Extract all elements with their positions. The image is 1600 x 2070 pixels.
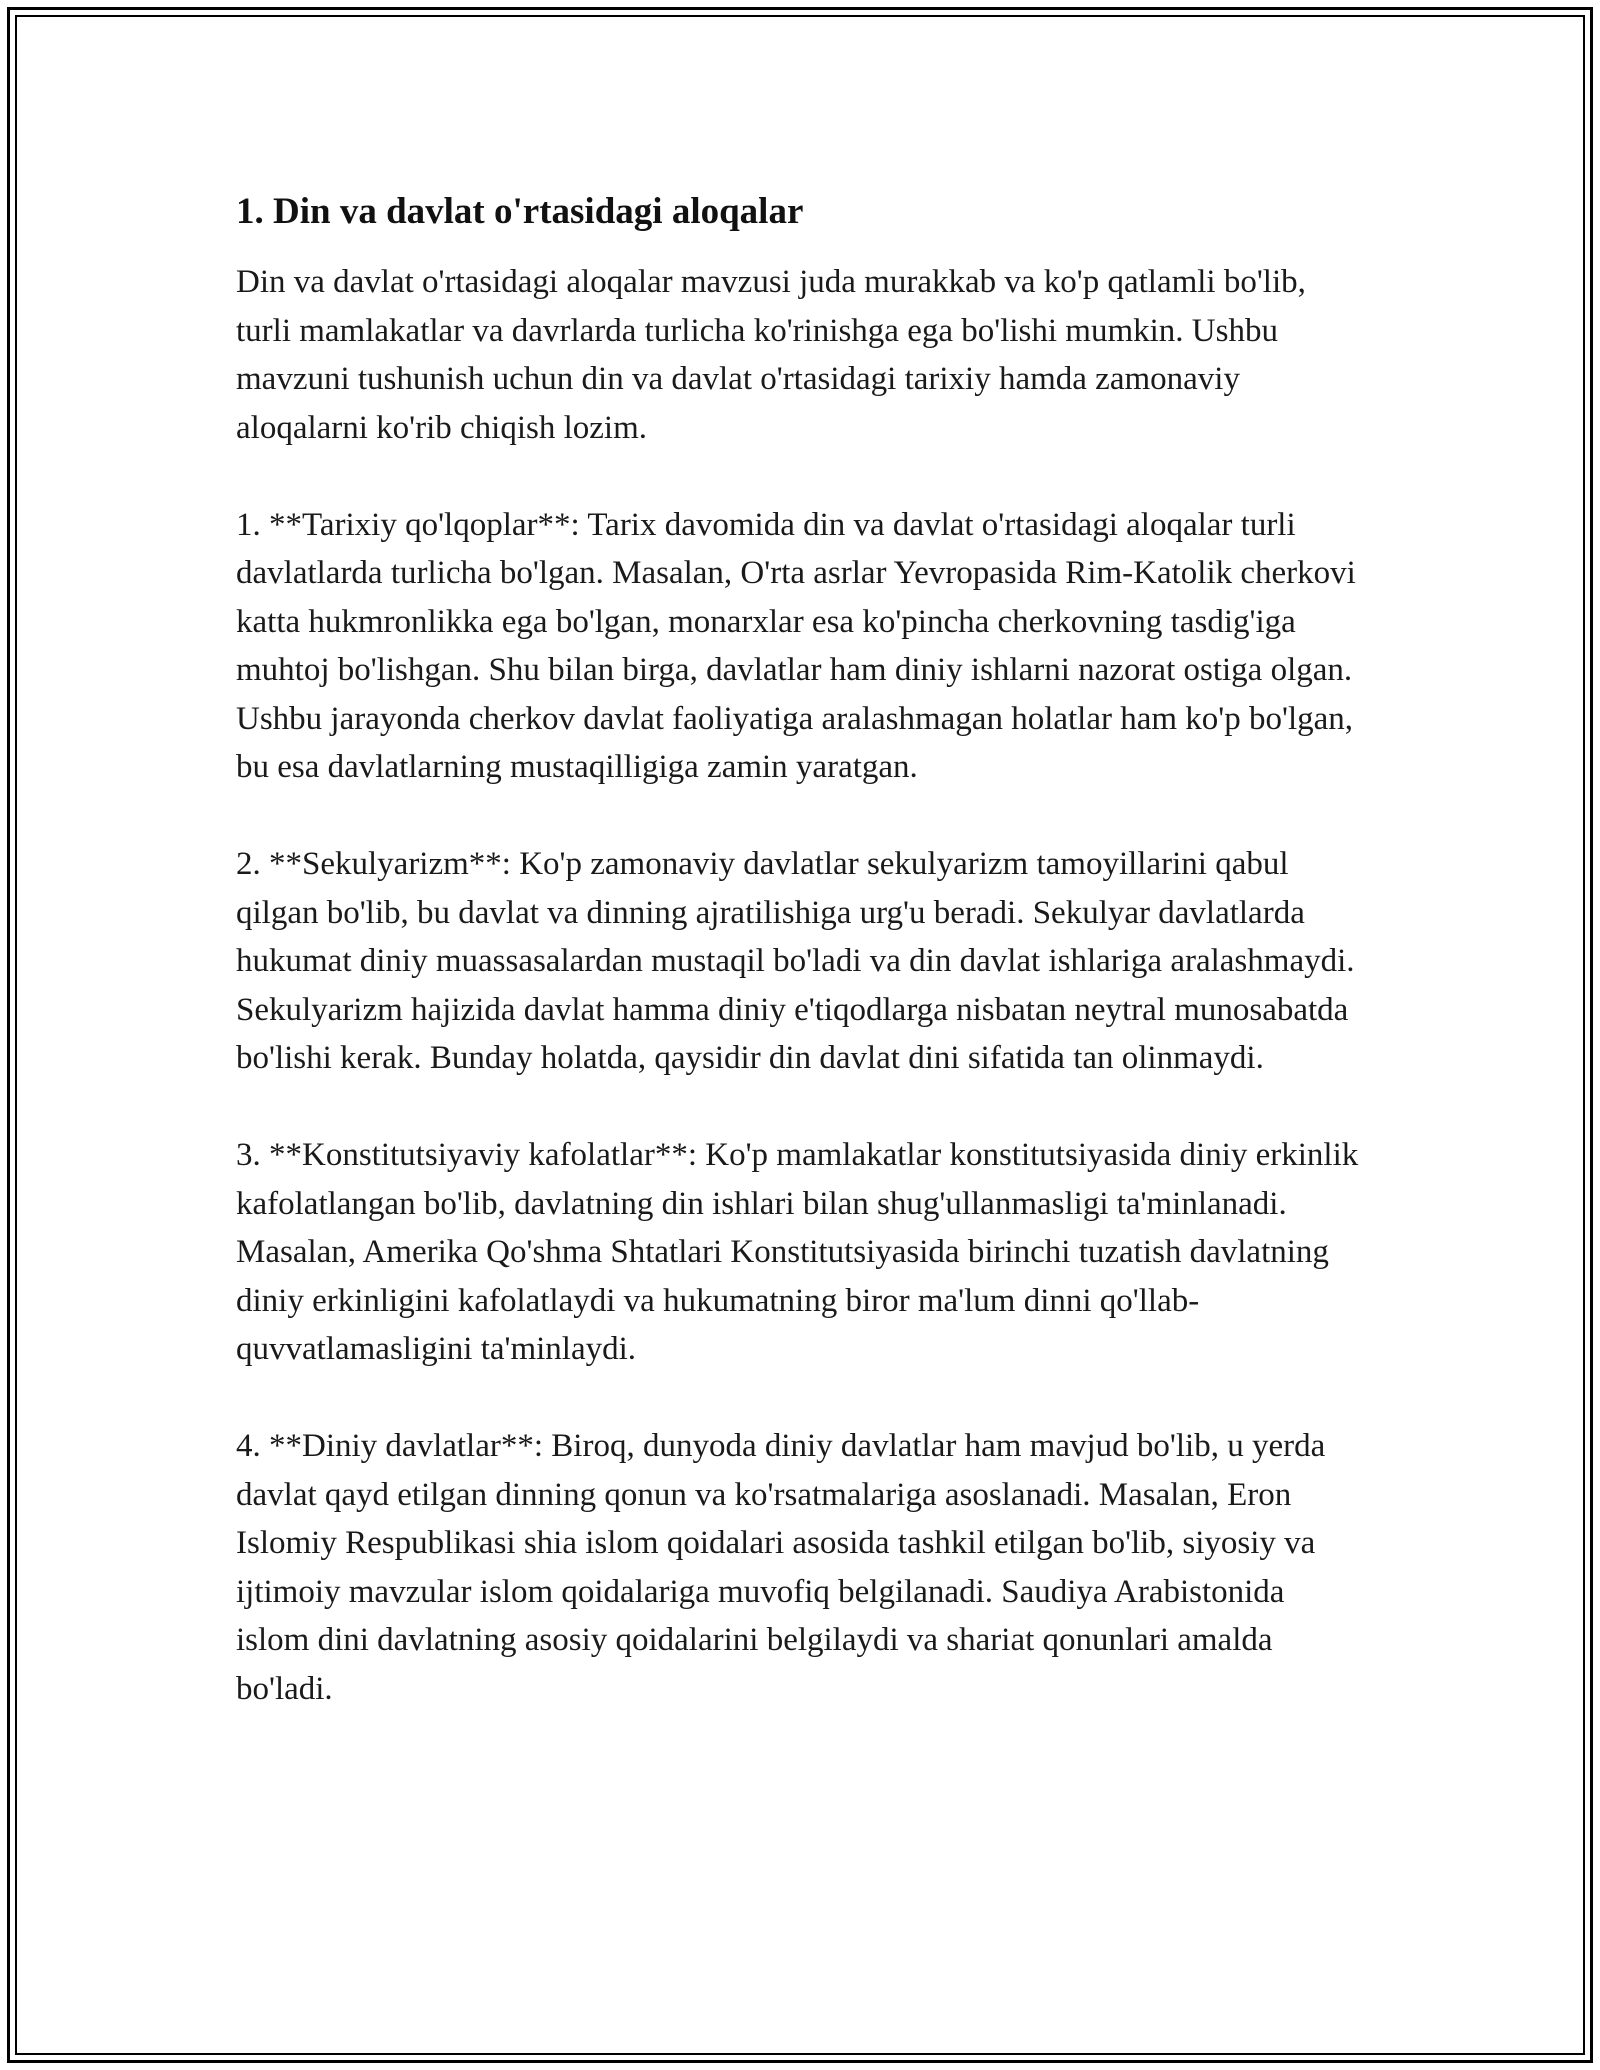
paragraph-diniy-davlatlar: 4. **Diniy davlatlar**: Biroq, dunyoda diniy davlatlar ham mavjud bo'lib, u yerda davlat qayd etilgan dinning qonun va ko'rsatmalariga asoslanadi. Masalan, Eron Islomiy Respublikasi shia islom qoidalari asosida tashkil etilgan bo'lib, siyosiy va ijtimoiy mavzular islom qoidalariga muvofiq belgilanadi. Saudiya Arabistonida islom dini davlatning asosiy qoidalarini belgilaydi va shariat qonunlari amalda bo'ladi. xyxy=(236,1428,1326,1707)
document-body xyxy=(236,186,1366,1762)
paragraph-tarixiy: 1. **Tarixiy qo'lqoplar**: Tarix davomida din va davlat o'rtasidagi aloqalar turli davlatlarda turlicha bo'lgan. Masalan, O'rta asrlar Yevropasida Rim-Katolik cherkovi katta hukmronlikka ega bo'lgan, monarxlar esa ko'pincha cherkovning tasdig'iga muhtoj bo'lishgan. Shu bilan birga, davlatlar ham diniy ishlarni nazorat ostiga olgan. Ushbu jarayonda cherkov davlat faoliyatiga aralashmagan holatlar ham ko'p bo'lgan, bu esa davlatlarning mustaqilligiga zamin yaratgan. xyxy=(236,506,1356,785)
paragraph-intro: Din va davlat o'rtasidagi aloqalar mavzusi juda murakkab va ko'p qatlamli bo'lib, turli mamlakatlar va davrlarda turlicha ko'rinishga ega bo'lishi mumkin. Ushbu mavzuni tushunish uchun din va davlat o'rtasidagi tarixiy hamda zamonaviy aloqalarni ko'rib chiqish lozim. xyxy=(236,264,1306,446)
paragraph-konstitutsiyaviy: 3. **Konstitutsiyaviy kafolatlar**: Ko'p mamlakatlar konstitutsiyasida diniy erkinlik kafolatlangan bo'lib, davlatning din ishlari bilan shug'ullanmasligi ta'minlanadi. Masalan, Amerika Qo'shma Shtatlari Konstitutsiyasida birinchi tuzatish davlatning diniy erkinligini kafolatlaydi va hukumatning biror ma'lum dinni qo'llab-quvvatlamasligini ta'minlaydi. xyxy=(236,1137,1359,1367)
paragraph-sekulyarizm: 2. **Sekulyarizm**: Ko'p zamonaviy davlatlar sekulyarizm tamoyillarini qabul qilgan bo'lib, bu davlat va dinning ajratilishiga urg'u beradi. Sekulyar davlatlarda hukumat diniy muassasalardan mustaqil bo'ladi va din davlat ishlariga aralashmaydi. Sekulyarizm hajizida davlat hamma diniy e'tiqodlarga nisbatan neytral munosabatda bo'lishi kerak. Bunday holatda, qaysidir din davlat dini sifatida tan olinmaydi. xyxy=(236,846,1355,1076)
document-title: 1. Din va davlat o'rtasidagi aloqalar xyxy=(236,191,804,232)
